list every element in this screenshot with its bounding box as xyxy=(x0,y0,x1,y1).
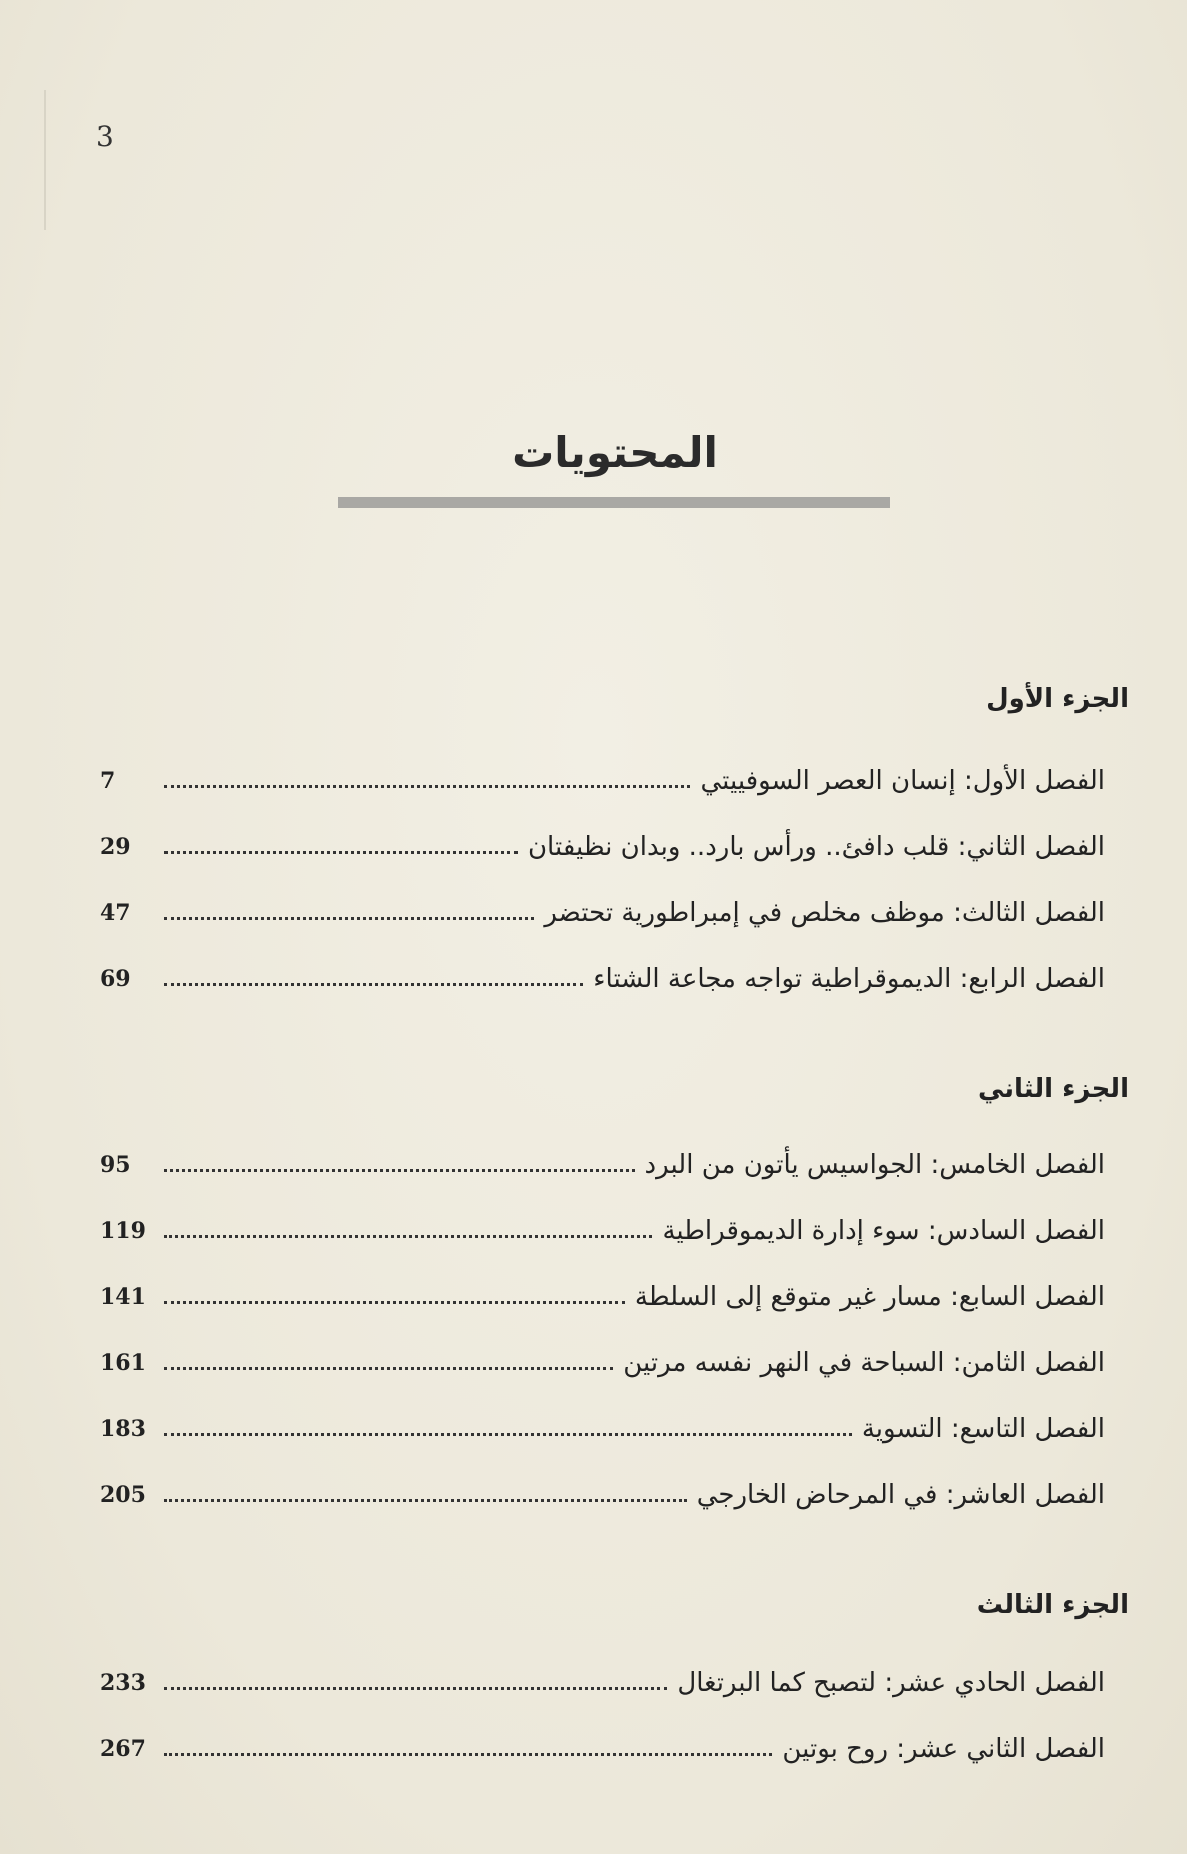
toc-entry[interactable] xyxy=(100,1716,1105,1764)
dot-leader xyxy=(164,1499,687,1502)
chapter-page: 7 xyxy=(100,768,116,794)
chapter-title: الفصل العاشر: في المرحاض الخارجي xyxy=(696,1480,1105,1510)
chapter-page: 69 xyxy=(100,966,131,992)
dot-leader xyxy=(164,1367,613,1370)
toc-entry[interactable] xyxy=(100,1264,1105,1312)
part-heading-2: الجزء الثاني xyxy=(977,1074,1129,1104)
toc-entry[interactable] xyxy=(100,1396,1105,1444)
chapter-page: 47 xyxy=(100,900,131,926)
chapter-page: 161 xyxy=(100,1350,146,1376)
part-heading-1: الجزء الأول xyxy=(986,684,1129,714)
chapter-page: 233 xyxy=(100,1670,146,1696)
toc-entry[interactable] xyxy=(100,1462,1105,1510)
chapter-title: الفصل الثامن: السباحة في النهر نفسه مرتين xyxy=(623,1348,1105,1378)
toc-entry[interactable] xyxy=(100,946,1105,994)
chapter-title: الفصل الخامس: الجواسيس يأتون من البرد xyxy=(644,1150,1105,1180)
chapter-title: الفصل الثالث: موظف مخلص في إمبراطورية تحتضر xyxy=(544,898,1105,928)
chapter-page: 205 xyxy=(100,1482,146,1508)
dot-leader xyxy=(164,917,534,920)
chapter-title: الفصل الرابع: الديموقراطية تواجه مجاعة الشتاء xyxy=(593,964,1105,994)
chapter-title: الفصل الثاني عشر: روح بوتين xyxy=(782,1734,1105,1764)
page-number: 3 xyxy=(96,120,114,153)
chapter-page: 141 xyxy=(100,1284,146,1310)
dot-leader xyxy=(164,1687,667,1690)
chapter-title: الفصل الثاني: قلب دافئ.. ورأس بارد.. وبدان نظيفتان xyxy=(527,832,1105,862)
chapter-title: الفصل الأول: إنسان العصر السوفييتي xyxy=(700,766,1105,796)
dot-leader xyxy=(164,1301,625,1304)
chapter-page: 119 xyxy=(100,1218,146,1244)
chapter-page: 95 xyxy=(100,1152,131,1178)
page-title: المحتويات xyxy=(512,428,718,477)
chapter-title: الفصل السابع: مسار غير متوقع إلى السلطة xyxy=(634,1282,1105,1312)
chapter-page: 29 xyxy=(100,834,131,860)
dot-leader xyxy=(164,1169,635,1172)
toc-entry[interactable] xyxy=(100,880,1105,928)
dot-leader xyxy=(164,1753,772,1756)
dot-leader xyxy=(164,983,583,986)
chapter-title: الفصل السادس: سوء إدارة الديموقراطية xyxy=(662,1216,1105,1246)
binding-shadow xyxy=(44,90,46,230)
toc-entry[interactable] xyxy=(100,814,1105,862)
dot-leader xyxy=(164,851,518,854)
chapter-page: 267 xyxy=(100,1736,146,1762)
dot-leader xyxy=(164,1433,852,1436)
toc-entry[interactable] xyxy=(100,1198,1105,1246)
part-heading-3: الجزء الثالث xyxy=(976,1590,1129,1620)
chapter-title: الفصل الحادي عشر: لتصبح كما البرتغال xyxy=(677,1668,1105,1698)
chapter-title: الفصل التاسع: التسوية xyxy=(861,1414,1105,1444)
toc-entry[interactable] xyxy=(100,1132,1105,1180)
dot-leader xyxy=(164,1235,652,1238)
toc-entry[interactable] xyxy=(100,1650,1105,1698)
toc-entry[interactable] xyxy=(100,1330,1105,1378)
chapter-page: 183 xyxy=(100,1416,146,1442)
toc-entry[interactable] xyxy=(100,748,1105,796)
title-underline xyxy=(338,497,890,508)
dot-leader xyxy=(164,785,690,788)
